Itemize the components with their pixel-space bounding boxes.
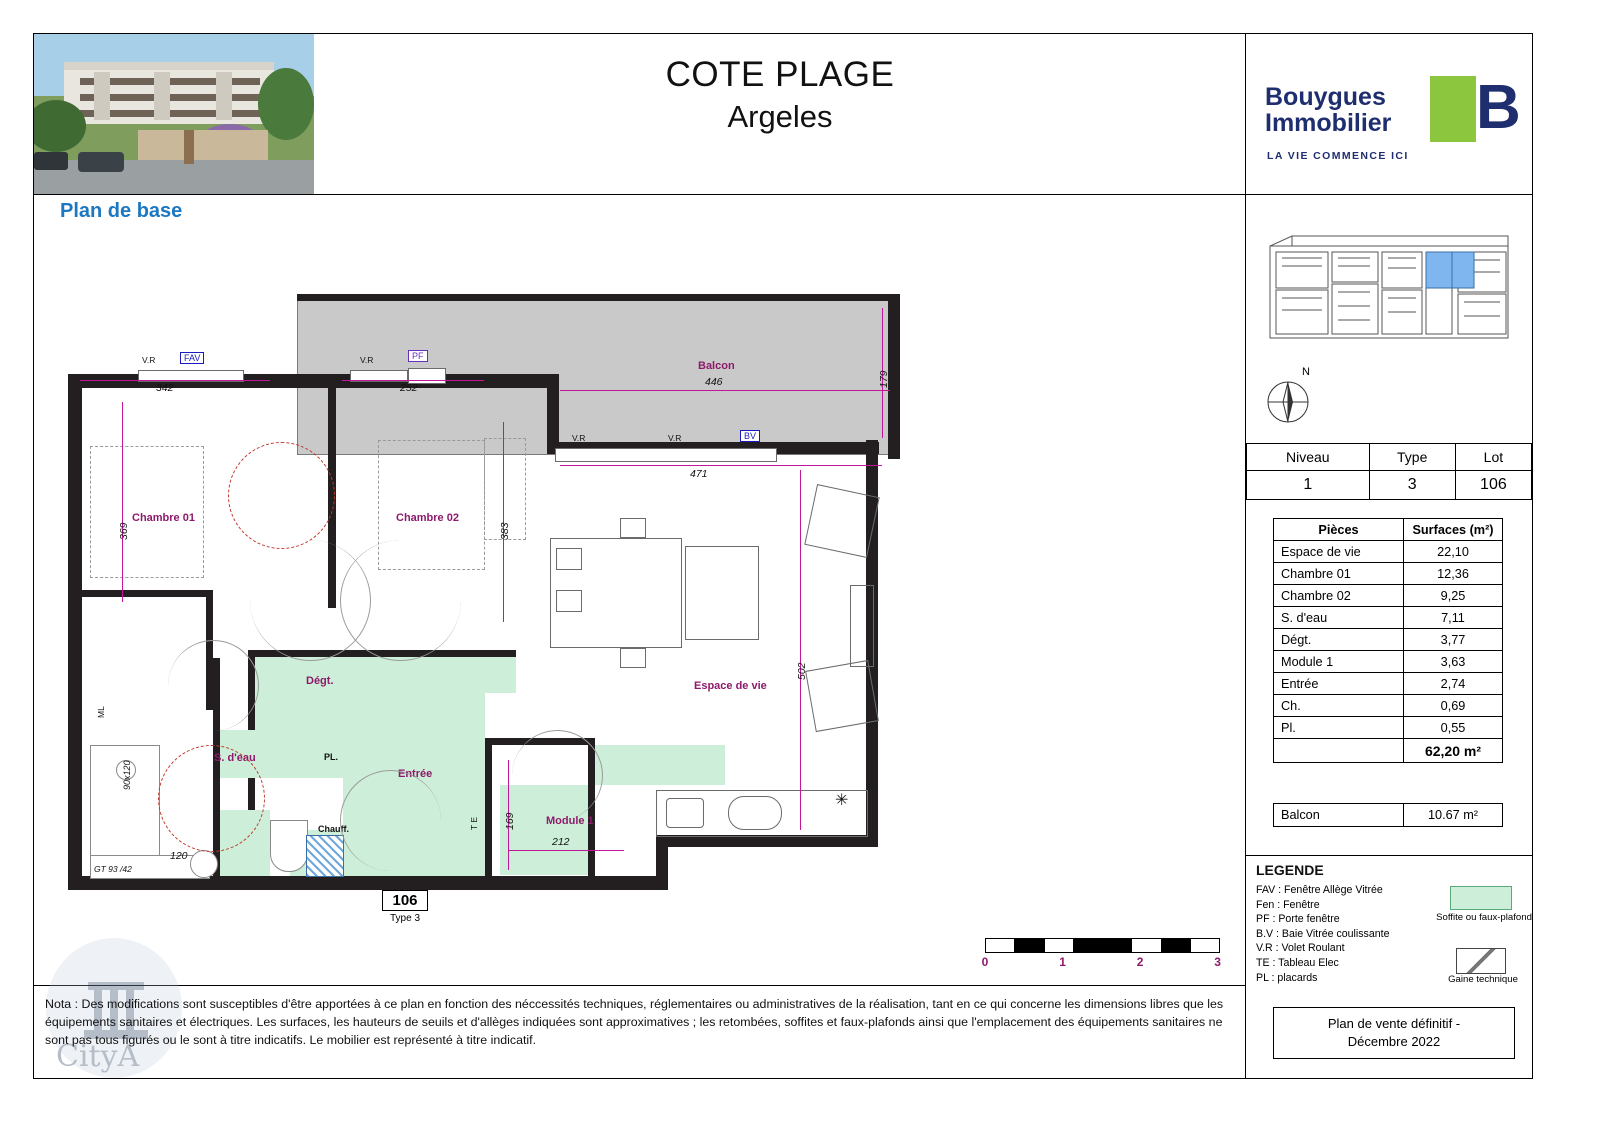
furniture-sideboard xyxy=(850,585,874,667)
tag-vr-3: V.R xyxy=(572,433,586,443)
compass-icon xyxy=(1258,366,1318,430)
wall xyxy=(82,590,212,597)
surface-room: Chambre 02 xyxy=(1274,585,1404,607)
balcony-surface-table xyxy=(1273,803,1503,827)
tag-vr-4: V.R xyxy=(668,433,682,443)
surface-room: Pl. xyxy=(1274,717,1404,739)
door-swing xyxy=(168,640,259,731)
label-te: T E xyxy=(469,816,479,830)
surface-value: 2,74 xyxy=(1404,673,1503,695)
room-label-espace-de-vie: Espace de vie xyxy=(694,680,767,692)
surface-room: Dégt. xyxy=(1274,629,1404,651)
logo-divider xyxy=(1245,194,1533,195)
legend-item: B.V : Baie Vitrée coulissante xyxy=(1256,927,1390,940)
table-row xyxy=(1274,804,1503,827)
surface-value: 22,10 xyxy=(1404,541,1503,563)
dim-line xyxy=(342,380,484,381)
lot-info-value-row xyxy=(1247,471,1532,500)
legend-item: Fen : Fenêtre xyxy=(1256,898,1320,911)
north-label: N xyxy=(1302,366,1310,378)
legend-item: PL : placards xyxy=(1256,971,1318,984)
table-row xyxy=(1274,563,1503,585)
table-row xyxy=(1274,585,1503,607)
brand-name xyxy=(1265,84,1391,137)
tag-vr-2: V.R xyxy=(360,355,374,365)
brand-mark-icon xyxy=(1430,73,1522,142)
table-row xyxy=(1274,717,1503,739)
tag-pf: PF xyxy=(408,350,428,362)
project-city: Argeles xyxy=(727,99,833,134)
table-row xyxy=(1274,673,1503,695)
room-label-module-1: Module 1 xyxy=(546,815,594,827)
soffite-zone xyxy=(255,657,343,737)
legend-swatch-soffite-caption: Soffite ou faux-plafond xyxy=(1436,912,1532,923)
dim-369: 369 xyxy=(118,522,130,540)
surface-room: Espace de vie xyxy=(1274,541,1404,563)
legend-swatch-soffite xyxy=(1450,886,1512,910)
dim-line xyxy=(560,390,890,391)
scale-bar-labels xyxy=(981,955,1221,969)
lot-info-table xyxy=(1246,443,1532,500)
clearance-circle xyxy=(158,745,265,852)
wall xyxy=(485,738,492,876)
legend-block xyxy=(1256,862,1532,985)
kitchen-sink xyxy=(666,798,704,828)
lot-info-value-lot: 106 xyxy=(1455,471,1531,500)
scale-bar-graphic xyxy=(985,938,1220,953)
surfaces-header-row xyxy=(1274,519,1503,541)
brand-tagline: LA VIE COMMENCE ICI xyxy=(1267,150,1409,162)
basin-fixture xyxy=(190,850,218,878)
key-plan-thumbnail xyxy=(1262,232,1517,352)
room-label-placard: PL. xyxy=(324,752,339,762)
surfaces-header-value: Surfaces (m²) xyxy=(1404,519,1503,541)
surface-value: 0,55 xyxy=(1404,717,1503,739)
surface-room: Ch. xyxy=(1274,695,1404,717)
tag-bv: BV xyxy=(740,430,760,442)
wall xyxy=(297,294,897,301)
surface-room: S. d'eau xyxy=(1274,607,1404,629)
surface-value: 0,69 xyxy=(1404,695,1503,717)
legend-item: PF : Porte fenêtre xyxy=(1256,913,1340,926)
brand-line2: Immobilier xyxy=(1265,109,1392,138)
lot-info-value-type: 3 xyxy=(1369,471,1455,500)
scale-tick: 1 xyxy=(1059,955,1066,969)
stamp-line2: Décembre 2022 xyxy=(1347,1034,1441,1049)
legend-divider xyxy=(1245,855,1533,856)
lot-number-block xyxy=(360,890,450,924)
surfaces-header-room: Pièces xyxy=(1274,519,1404,541)
room-label-chauff: Chauff. xyxy=(318,824,349,834)
legend-title: LEGENDE xyxy=(1256,862,1324,878)
lot-info-header-niveau: Niveau xyxy=(1247,444,1370,471)
surface-value: 9,25 xyxy=(1404,585,1503,607)
balcony-label: Balcon xyxy=(1274,804,1404,827)
lot-info-header-type: Type xyxy=(1369,444,1455,471)
scale-tick: 3 xyxy=(1214,955,1221,969)
nota-text: Nota : Des modifications sont susceptibles d'être apportées à ce plan en fonction des néccessités techniques, réglementaires ou administratives de la réalisation, tant en ce qui concerne les dimensions libres que les équipements sanitaires et électriques. Les surfaces, les hauteurs de seuils et d'allèges indiquées sont approximatives ; les retombées, soffites et faux-plafonds ainsi que l'emplacement des équipements sanitaires ne sont pas tous figurés ou le sont à titre indicatifs. Le mobilier est représenté à titre indicatif. xyxy=(45,997,1224,1047)
table-row xyxy=(1274,651,1503,673)
fridge-icon: ✳ xyxy=(835,792,849,809)
wc-fixture xyxy=(270,820,308,872)
lot-info-header-row xyxy=(1247,444,1532,471)
room-label-s-deau: S. d'eau xyxy=(214,752,256,764)
footer-divider xyxy=(33,985,1245,986)
table-row xyxy=(1274,629,1503,651)
surface-value: 3,77 xyxy=(1404,629,1503,651)
legend-item: TE : Tableau Elec xyxy=(1256,957,1339,970)
legend-swatch-gaine-caption: Gaine technique xyxy=(1448,974,1518,985)
surface-room: Chambre 01 xyxy=(1274,563,1404,585)
dim-446: 446 xyxy=(705,376,723,388)
tag-fav: FAV xyxy=(180,352,204,364)
surface-value: 12,36 xyxy=(1404,563,1503,585)
plan-lot-type: Type 3 xyxy=(389,913,421,924)
soffite-zone xyxy=(343,657,516,693)
dim-120: 120 xyxy=(170,850,188,862)
kitchen-hob xyxy=(728,796,782,830)
room-label-chambre-01: Chambre 01 xyxy=(132,512,195,524)
dim-90x120: 90x120 xyxy=(122,760,132,790)
furniture-chair xyxy=(556,590,582,612)
dim-252: 252 xyxy=(400,382,418,394)
surfaces-table xyxy=(1273,518,1503,763)
dim-212: 212 xyxy=(552,836,570,848)
floor-plan xyxy=(60,290,960,924)
wall xyxy=(68,374,82,890)
dim-line-v xyxy=(800,470,801,830)
logo-block xyxy=(1245,34,1532,194)
furniture-chair xyxy=(620,518,646,538)
room-label-chambre-02: Chambre 02 xyxy=(396,512,459,524)
brand-line1: Bouygues xyxy=(1265,83,1386,111)
gaine-technique xyxy=(306,835,344,877)
dim-line xyxy=(508,850,624,851)
tag-vr-1: V.R xyxy=(142,355,156,365)
clearance-circle xyxy=(228,442,335,549)
furniture-bed-01 xyxy=(90,446,204,578)
plan-type-label: Plan de base xyxy=(60,200,183,222)
dim-179: 179 xyxy=(878,370,890,388)
project-title: COTE PLAGE xyxy=(665,55,895,94)
svg-text:CityA: CityA xyxy=(56,1039,140,1074)
door-swing xyxy=(340,540,461,661)
dim-line-v xyxy=(122,402,123,602)
surface-room: Entrée xyxy=(1274,673,1404,695)
legend-item: FAV : Fenêtre Allège Vitrée xyxy=(1256,884,1383,896)
scale-tick: 2 xyxy=(1136,955,1144,969)
soffite-zone xyxy=(595,745,725,785)
dim-471: 471 xyxy=(690,468,708,480)
furniture-chair xyxy=(556,548,582,570)
sliding-bay-opening xyxy=(555,448,777,462)
title-block xyxy=(330,55,1230,135)
lot-info-header-lot: Lot xyxy=(1455,444,1531,471)
lot-info-value-niveau: 1 xyxy=(1247,471,1370,500)
dim-gt: GT 93 /42 xyxy=(94,864,132,874)
legend-swatch-gaine xyxy=(1456,948,1506,974)
dim-169: 169 xyxy=(504,812,516,830)
dim-line xyxy=(80,380,270,381)
room-label-degt: Dégt. xyxy=(306,675,334,687)
dim-383: 383 xyxy=(499,522,511,540)
room-label-balcon: Balcon xyxy=(698,360,735,372)
surface-room: Module 1 xyxy=(1274,651,1404,673)
stamp-line1: Plan de vente définitif - xyxy=(1327,1016,1461,1032)
legend-item: V.R : Volet Roulant xyxy=(1256,942,1345,955)
room-label-entree: Entrée xyxy=(398,768,433,780)
plan-lot-number: 106 xyxy=(382,890,427,911)
furniture-sofa xyxy=(685,546,759,640)
table-row xyxy=(1274,607,1503,629)
surface-value: 7,11 xyxy=(1404,607,1503,629)
scale-bar xyxy=(981,938,1221,969)
furniture-armchair-1 xyxy=(804,484,879,558)
surfaces-total-row xyxy=(1274,739,1503,763)
scale-tick: 0 xyxy=(981,955,989,969)
table-row xyxy=(1274,541,1503,563)
brand-letter: B xyxy=(1476,73,1521,142)
dim-line xyxy=(560,465,882,466)
surfaces-total: 62,20 m² xyxy=(1404,739,1503,763)
plan-stamp xyxy=(1273,1007,1515,1059)
balcony-value: 10.67 m² xyxy=(1404,804,1503,827)
dim-342: 342 xyxy=(156,382,174,394)
door-swing xyxy=(512,730,603,821)
furniture-chair xyxy=(620,648,646,668)
table-row xyxy=(1274,695,1503,717)
dim-502: 502 xyxy=(796,662,808,680)
door-swing xyxy=(340,770,441,871)
furniture-armchair-2 xyxy=(805,660,879,732)
building-photo xyxy=(34,34,314,194)
label-ml: ML xyxy=(96,706,106,718)
surface-value: 3,63 xyxy=(1404,651,1503,673)
